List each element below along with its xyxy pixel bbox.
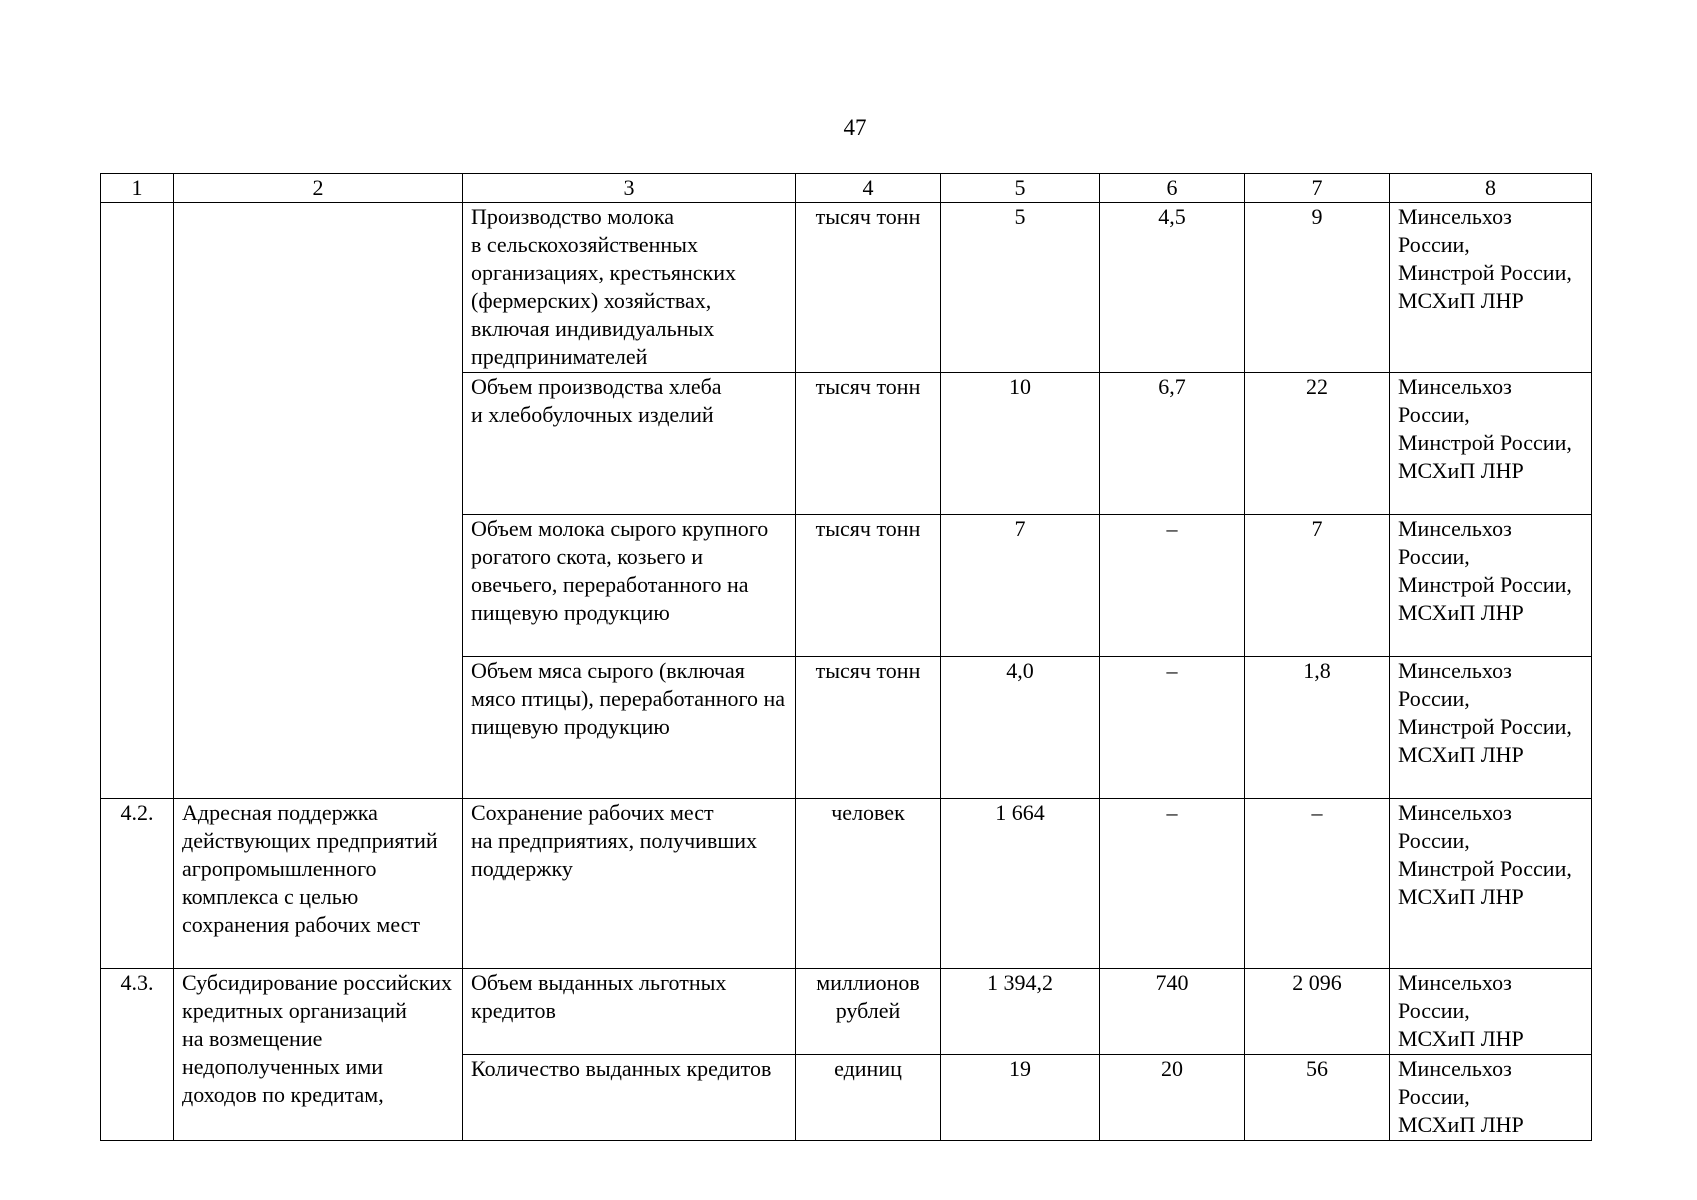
responsible-cell: Минсельхоз России, Минстрой России, МСХиП ЛНР xyxy=(1390,515,1592,657)
value-cell-5: 10 xyxy=(941,373,1100,515)
column-number-1: 1 xyxy=(101,174,174,203)
indicator-cell: Сохранение рабочих мест на предприятиях, получивших поддержку xyxy=(463,799,796,969)
indicator-cell: Количество выданных кредитов xyxy=(463,1055,796,1141)
unit-cell: человек xyxy=(796,799,941,969)
value-cell-5: 4,0 xyxy=(941,657,1100,799)
responsible-cell: Минсельхоз России, МСХиП ЛНР xyxy=(1390,969,1592,1055)
row-number-cell: 4.3. xyxy=(101,969,174,1141)
indicator-cell: Объем молока сырого крупного рогатого скота, козьего и овечьего, переработанного на пищевую продукцию xyxy=(463,515,796,657)
unit-cell: тысяч тонн xyxy=(796,515,941,657)
column-number-2: 2 xyxy=(174,174,463,203)
unit-cell: тысяч тонн xyxy=(796,373,941,515)
value-cell-5: 19 xyxy=(941,1055,1100,1141)
value-cell-6: 4,5 xyxy=(1100,203,1245,373)
value-cell-7: 1,8 xyxy=(1245,657,1390,799)
responsible-cell: Минсельхоз России, Минстрой России, МСХиП ЛНР xyxy=(1390,203,1592,373)
measure-cell xyxy=(174,203,463,799)
value-cell-6: – xyxy=(1100,515,1245,657)
value-cell-7: 7 xyxy=(1245,515,1390,657)
column-number-4: 4 xyxy=(796,174,941,203)
column-number-7: 7 xyxy=(1245,174,1390,203)
column-number-8: 8 xyxy=(1390,174,1592,203)
indicator-cell: Объем производства хлеба и хлебобулочных изделий xyxy=(463,373,796,515)
indicator-cell: Производство молока в сельскохозяйственных организациях, крестьянских (фермерских) хозяйствах, включая индивидуальных предпринимателей xyxy=(463,203,796,373)
value-cell-6: 6,7 xyxy=(1100,373,1245,515)
unit-cell: миллионов рублей xyxy=(796,969,941,1055)
indicators-table xyxy=(100,173,1592,1141)
value-cell-5: 7 xyxy=(941,515,1100,657)
value-cell-5: 1 394,2 xyxy=(941,969,1100,1055)
table-row xyxy=(101,203,1592,373)
value-cell-7: – xyxy=(1245,799,1390,969)
value-cell-6: 20 xyxy=(1100,1055,1245,1141)
value-cell-6: 740 xyxy=(1100,969,1245,1055)
row-number-cell: 4.2. xyxy=(101,799,174,969)
value-cell-5: 1 664 xyxy=(941,799,1100,969)
value-cell-5: 5 xyxy=(941,203,1100,373)
indicator-cell: Объем выданных льготных кредитов xyxy=(463,969,796,1055)
measure-cell: Адресная поддержка действующих предприятий агропромышленного комплекса с целью сохранения рабочих мест xyxy=(174,799,463,969)
measure-cell: Субсидирование российских кредитных организаций на возмещение недополученных ими доходов по кредитам, xyxy=(174,969,463,1141)
value-cell-6: – xyxy=(1100,799,1245,969)
value-cell-7: 56 xyxy=(1245,1055,1390,1141)
value-cell-7: 22 xyxy=(1245,373,1390,515)
value-cell-7: 2 096 xyxy=(1245,969,1390,1055)
table-row xyxy=(101,969,1592,1055)
responsible-cell: Минсельхоз России, МСХиП ЛНР xyxy=(1390,1055,1592,1141)
column-number-6: 6 xyxy=(1100,174,1245,203)
responsible-cell: Минсельхоз России, Минстрой России, МСХиП ЛНР xyxy=(1390,373,1592,515)
unit-cell: тысяч тонн xyxy=(796,657,941,799)
column-number-3: 3 xyxy=(463,174,796,203)
unit-cell: единиц xyxy=(796,1055,941,1141)
responsible-cell: Минсельхоз России, Минстрой России, МСХиП ЛНР xyxy=(1390,657,1592,799)
table-header-row xyxy=(101,174,1592,203)
indicator-cell: Объем мяса сырого (включая мясо птицы), переработанного на пищевую продукцию xyxy=(463,657,796,799)
column-number-5: 5 xyxy=(941,174,1100,203)
page-number: 47 xyxy=(843,115,867,140)
value-cell-7: 9 xyxy=(1245,203,1390,373)
row-number-cell xyxy=(101,203,174,799)
value-cell-6: – xyxy=(1100,657,1245,799)
unit-cell: тысяч тонн xyxy=(796,203,941,373)
table-row xyxy=(101,799,1592,969)
responsible-cell: Минсельхоз России, Минстрой России, МСХиП ЛНР xyxy=(1390,799,1592,969)
